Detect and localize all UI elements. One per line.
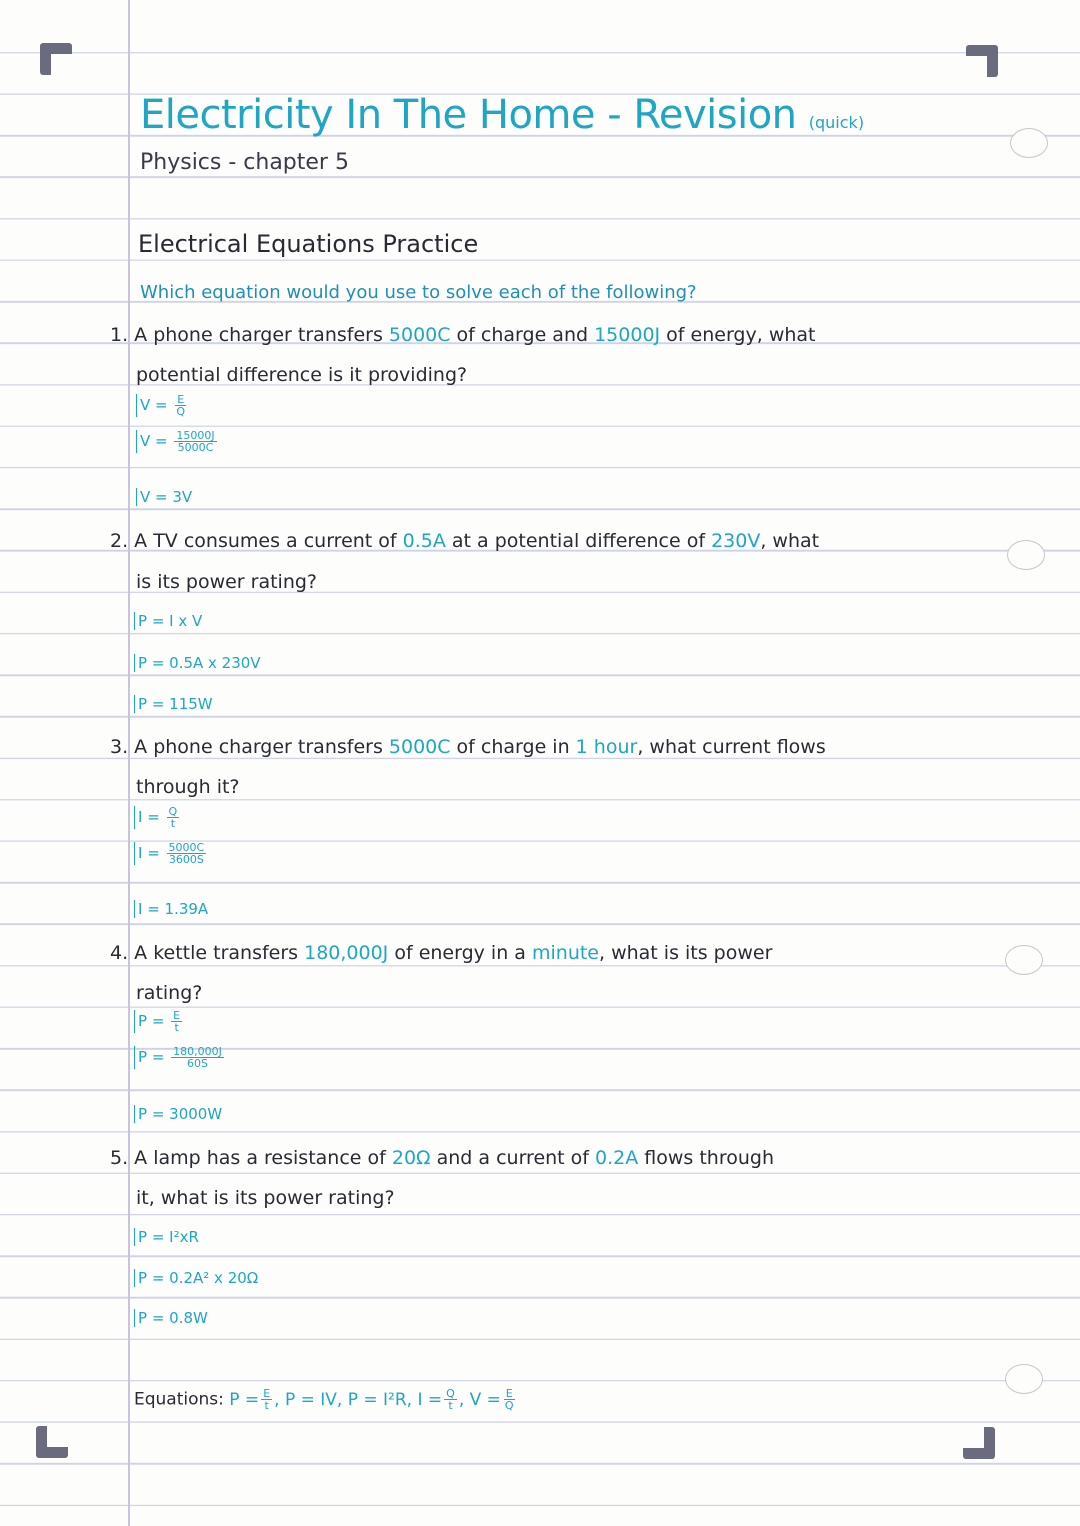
formula-fraction (171, 1010, 182, 1033)
page-subtitle: Physics - chapter 5 (140, 150, 349, 175)
equation: P = I²R, (347, 1389, 413, 1410)
equation: P = IV, (284, 1389, 343, 1410)
question-text: 3. A phone charger transfers (110, 736, 389, 758)
equations-summary (134, 1388, 518, 1411)
question-value: 5000C (388, 736, 451, 758)
question-text: flows through (638, 1147, 775, 1169)
question-3-answer: I = 1.39A (134, 900, 208, 918)
corner-marker-bottom-right (963, 1427, 995, 1459)
equation-fraction (444, 1388, 457, 1411)
question-value: minute (531, 942, 599, 964)
title-text: Electricity In The Home - Revision (140, 92, 797, 138)
equation-lhs: P = (229, 1389, 260, 1410)
question-1-line-2: potential difference is it providing? (136, 364, 468, 386)
fraction-denominator: t (264, 1399, 269, 1412)
question-5-line-2: it, what is its power rating? (136, 1187, 395, 1209)
formula-fraction (167, 806, 180, 829)
corner-marker-top-left (40, 43, 72, 75)
question-1-answer: V = 3V (136, 488, 192, 506)
substitution-lhs: V = (140, 432, 168, 450)
question-text: of energy, what (660, 324, 816, 346)
question-text: of energy in a (388, 942, 532, 964)
question-text: and a current of (430, 1147, 596, 1169)
equation-fraction (503, 1388, 516, 1411)
fraction-denominator: t (174, 1021, 179, 1034)
equations-list: P = $\frac{E}{t}$ , P = IV, P = I²R, I = $\frac{Q}{t}$ , V = $\frac{E}{Q}$ (229, 1387, 514, 1412)
equation-lhs: I = (417, 1389, 443, 1410)
question-3-formula (134, 806, 181, 829)
question-value: 0.2A (595, 1147, 639, 1169)
fraction-numerator: E (263, 1387, 271, 1400)
punch-hole (1007, 540, 1045, 570)
question-value: 0.5A (402, 530, 446, 552)
question-value: 230V (711, 530, 761, 552)
question-2-line-1 (110, 530, 819, 552)
question-text: , what is its power (599, 942, 773, 964)
substitution-fraction (174, 430, 216, 453)
punch-hole (1010, 128, 1048, 158)
question-text: of charge in (450, 736, 576, 758)
question-2-formula: P = I x V (134, 612, 202, 630)
question-5-substitution: P = 0.2A² x 20Ω (134, 1269, 258, 1287)
fraction-numerator: 5000C (168, 841, 205, 854)
formula-fraction (174, 394, 187, 417)
question-value: 180,000J (304, 942, 389, 964)
question-text: 2. A TV consumes a current of (110, 530, 403, 552)
fraction-denominator: 60S (187, 1057, 209, 1070)
question-4-formula (134, 1010, 184, 1033)
question-3-line-2: through it? (136, 776, 240, 798)
question-value: 15000J (594, 324, 661, 346)
equation-lhs: V = (469, 1389, 501, 1410)
substitution-lhs: P = (138, 1048, 165, 1066)
fraction-numerator: E (505, 1387, 513, 1400)
question-2-substitution: P = 0.5A x 230V (134, 654, 261, 672)
fraction-numerator: E (173, 1009, 181, 1022)
question-4-line-2: rating? (136, 982, 203, 1004)
punch-hole (1005, 1364, 1043, 1394)
section-instruction: Which equation would you use to solve each of the following? (140, 282, 697, 303)
question-text: at a potential difference of (445, 530, 712, 552)
question-text: of charge and (450, 324, 595, 346)
question-1-substitution (136, 430, 219, 453)
fraction-denominator: 3600S (168, 853, 204, 866)
question-text: 4. A kettle transfers (110, 942, 305, 964)
question-text: 5. A lamp has a resistance of (110, 1147, 392, 1169)
corner-marker-bottom-left (36, 1426, 68, 1458)
corner-marker-top-right (966, 45, 998, 77)
question-2-answer: P = 115W (134, 695, 213, 713)
question-4-substitution (134, 1046, 226, 1069)
fraction-denominator: t (448, 1399, 453, 1412)
fraction-numerator: E (177, 393, 185, 406)
question-3-substitution (134, 842, 208, 865)
fraction-numerator: 180,000J (173, 1045, 222, 1058)
question-value: 20Ω (391, 1147, 431, 1169)
substitution-lhs: I = (138, 844, 160, 862)
question-text: , what current flows (637, 736, 826, 758)
substitution-fraction (167, 842, 207, 865)
fraction-numerator: Q (446, 1387, 455, 1400)
substitution-fraction (171, 1046, 224, 1069)
question-4-answer: P = 3000W (134, 1105, 222, 1123)
question-1-line-1 (110, 324, 816, 346)
fraction-denominator: t (170, 817, 176, 830)
fraction-denominator: Q (504, 1399, 514, 1412)
question-5-line-1 (110, 1147, 774, 1169)
formula-lhs: V = (140, 396, 168, 414)
equations-label: Equations: (134, 1389, 224, 1410)
question-4-line-1 (110, 942, 772, 964)
question-text: 1. A phone charger transfers (110, 324, 389, 346)
fraction-denominator: 5000C (177, 441, 214, 454)
fraction-numerator: 15000J (176, 429, 215, 442)
punch-hole (1005, 945, 1043, 975)
margin-line (128, 0, 130, 1526)
question-5-answer: P = 0.8W (134, 1309, 208, 1327)
title-note: (quick) (808, 113, 865, 132)
question-value: 1 hour (575, 736, 638, 758)
question-5-formula: P = I²xR (134, 1228, 199, 1246)
formula-lhs: I = (138, 808, 160, 826)
equation-fraction (261, 1388, 272, 1411)
question-2-line-2: is its power rating? (136, 571, 318, 593)
question-text: , what (760, 530, 820, 552)
question-3-line-1 (110, 736, 826, 758)
fraction-numerator: Q (168, 805, 178, 818)
question-value: 5000C (388, 324, 451, 346)
fraction-denominator: Q (176, 405, 186, 418)
question-1-formula (136, 394, 189, 417)
page-title (140, 92, 864, 138)
section-heading: Electrical Equations Practice (138, 230, 479, 258)
formula-lhs: P = (138, 1012, 165, 1030)
